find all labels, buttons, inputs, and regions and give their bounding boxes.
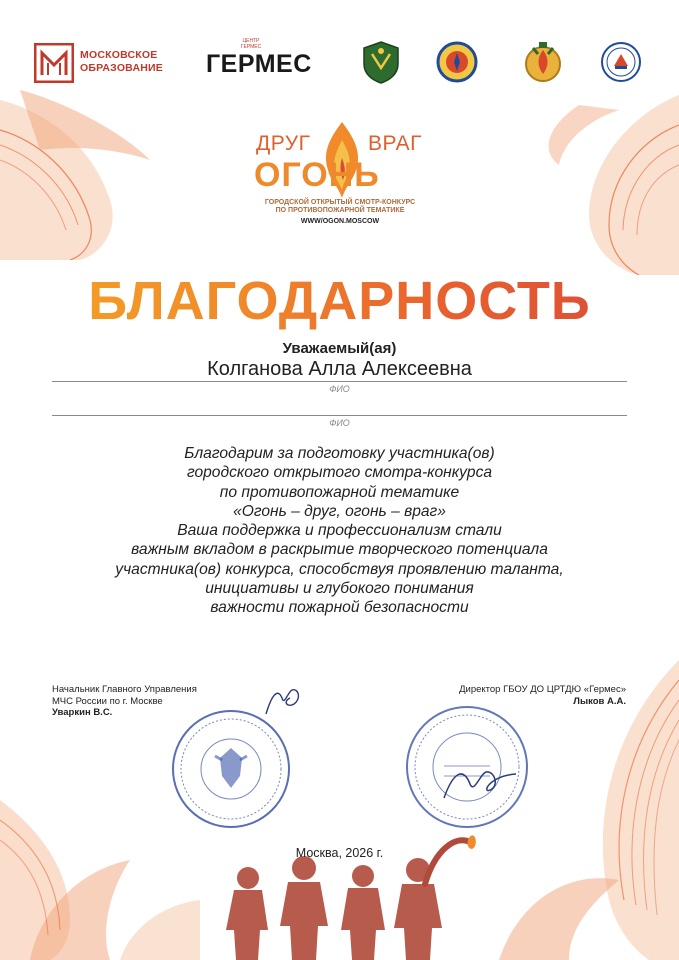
body-line: важности пожарной безопасности xyxy=(210,599,469,617)
place-and-date: Москва, 2026 г. xyxy=(295,846,384,860)
second-name-underline xyxy=(52,415,627,416)
body-line: инициативы и глубокого понимания xyxy=(205,580,474,598)
fire-department-emblem-icon xyxy=(522,40,564,84)
body-line: городского открытого смотра-конкурса xyxy=(186,464,493,482)
body-line: по противопожарной тематике xyxy=(219,483,460,501)
germes-logo xyxy=(206,38,326,84)
recipient-underline xyxy=(52,381,627,382)
moscow-education-line1: МОСКОВСКОЕ xyxy=(80,49,158,61)
body-line: Ваша поддержка и профессионализм стали xyxy=(177,522,502,540)
gratitude-text xyxy=(40,444,639,618)
fio-label-2: ФИО xyxy=(329,418,350,428)
right-signatory-title: Директор ГБОУ ДО ЦРТДЮ «Гермес» xyxy=(459,684,626,695)
mchs-seal-stamp xyxy=(170,708,292,830)
moscow-education-logo xyxy=(34,43,164,87)
germes-sublabel: ЦЕНТР ГЕРМЕС xyxy=(240,38,262,50)
certificate-title: БЛАГОДАРНОСТЬ xyxy=(0,270,679,332)
contest-subtitle-1: ГОРОДСКОЙ ОТКРЫТЫЙ СМОТР-КОНКУРС xyxy=(264,199,416,206)
body-line: важным вкладом в раскрытие творческого потенциала xyxy=(131,541,548,559)
germes-name: ГЕРМЕС xyxy=(206,50,312,78)
recipient-name: Колганова Алла Алексеевна xyxy=(207,358,472,380)
contest-word-enemy: ВРАГ xyxy=(368,132,422,155)
left-handwritten-signature xyxy=(262,684,306,720)
contest-word-fire: ОГОНЬ xyxy=(254,156,380,194)
moscow-education-line2: ОБРАЗОВАНИЕ xyxy=(80,62,163,74)
flame-decoration-top-right xyxy=(519,95,679,275)
left-signatory-title-2: МЧС России по г. Москве xyxy=(52,695,163,707)
moscow-education-icon xyxy=(34,43,74,83)
fio-label-1: ФИО xyxy=(329,384,350,394)
right-signatory-name: Лыков А.А. xyxy=(573,695,626,707)
rescue-youth-emblem-icon xyxy=(436,40,478,84)
contest-url: WWW/OGON.MOSCOW xyxy=(300,218,380,225)
right-handwritten-signature xyxy=(440,764,520,804)
body-line: «Огонь – друг, огонь – враг» xyxy=(233,502,446,520)
university-emblem-icon xyxy=(600,40,642,84)
flame-decoration-top-left xyxy=(0,90,160,260)
body-line: участника(ов) конкурса, способствуя проявлению таланта, xyxy=(115,560,564,578)
left-signatory-title-1: Начальник Главного Управления xyxy=(52,684,197,695)
left-signatory-name: Уваркин В.С. xyxy=(52,707,113,718)
body-line: Благодарим за подготовку участника(ов) xyxy=(184,445,495,462)
contest-subtitle-2: ПО ПРОТИВОПОЖАРНОЙ ТЕМАТИКЕ xyxy=(275,207,405,214)
mchs-emblem-icon xyxy=(360,40,402,84)
contest-logo xyxy=(220,120,460,230)
greeting: Уважаемый(ая) xyxy=(282,340,397,357)
contest-word-friend: ДРУГ xyxy=(256,132,311,155)
